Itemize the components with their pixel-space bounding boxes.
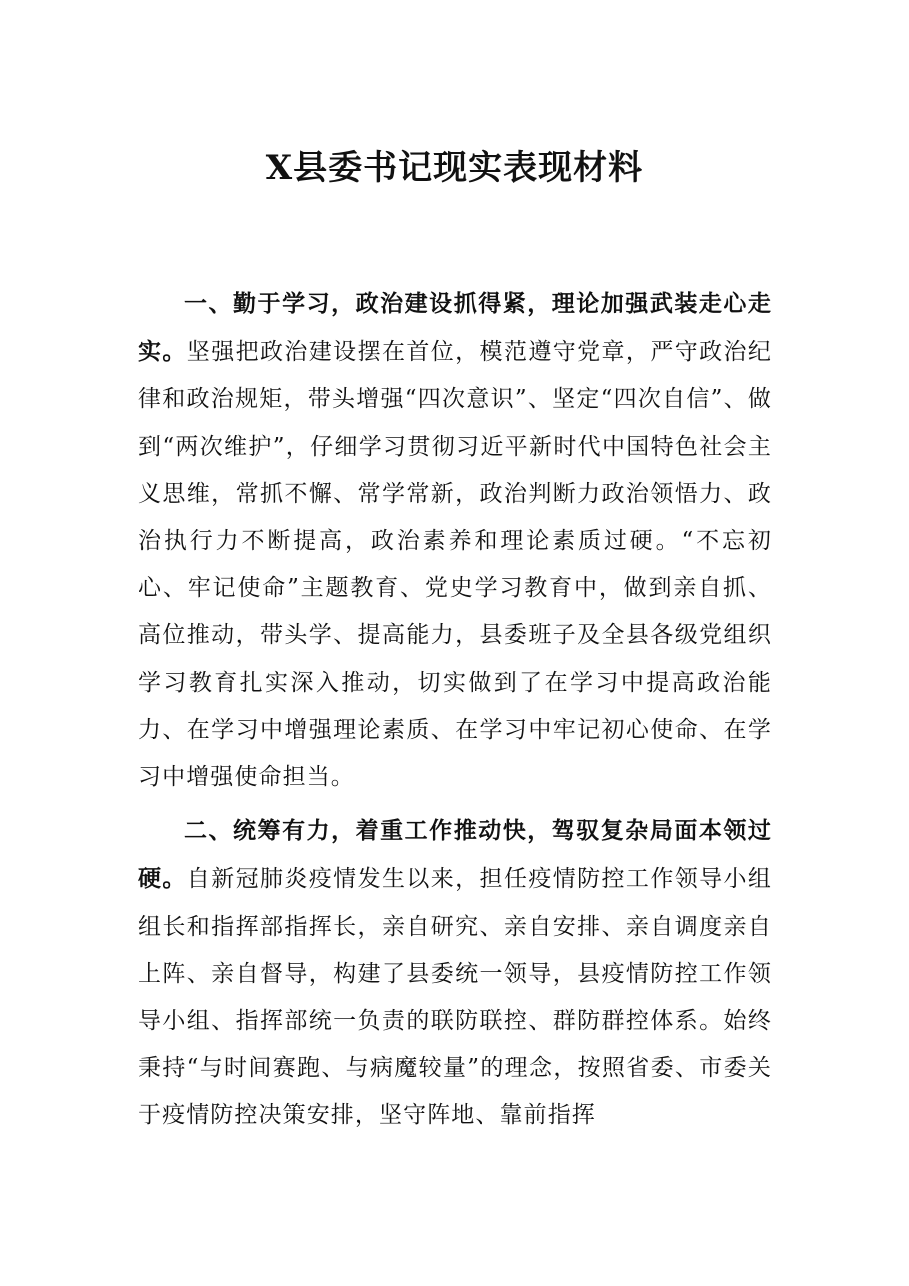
document-body	[138, 280, 772, 1146]
section-paragraph-2	[138, 807, 772, 1139]
document-title: X县委书记现实表现材料	[265, 148, 644, 188]
section-body-2: 自新冠肺炎疫情发生以来，担任疫情防控工作领导小组组长和指挥部指挥长，亲自研究、亲自安排、亲自调度亲自上阵、亲自督导，构建了县委统一领导，县疫情防控工作领导小组、指挥部统一负责的联防联控、群防群控体系。始终秉持“与时间赛跑、与病魔较量”的理念，按照省委、市委关于疫情防控决策安排，坚守阵地、靠前指挥	[138, 866, 772, 1129]
section-heading-1: 一、勤于学习，政治建设抓得紧，理论加强武装走心走实。	[138, 290, 772, 366]
section-paragraph-1	[138, 280, 772, 801]
section-heading-2: 二、统筹有力，着重工作推动快，驾驭复杂局面本领过硬。	[138, 817, 772, 893]
section-body-1: 坚强把政治建设摆在首位，模范遵守党章，严守政治纪律和政治规矩，带头增强“四次意识”、坚定“四次自信”、做到“两次维护”，仔细学习贯彻习近平新时代中国特色社会主义思维，常抓不懈、常学常新，政治判断力政治领悟力、政治执行力不断提高，政治素养和理论素质过硬。“不忘初心、牢记使命”主题教育、党史学习教育中，做到亲自抓、高位推动，带头学、提高能力，县委班子及全县各级党组织学习教育扎实深入推动，切实做到了在学习中提高政治能力、在学习中增强理论素质、在学习中牢记初心使命、在学习中增强使命担当。	[138, 339, 772, 791]
